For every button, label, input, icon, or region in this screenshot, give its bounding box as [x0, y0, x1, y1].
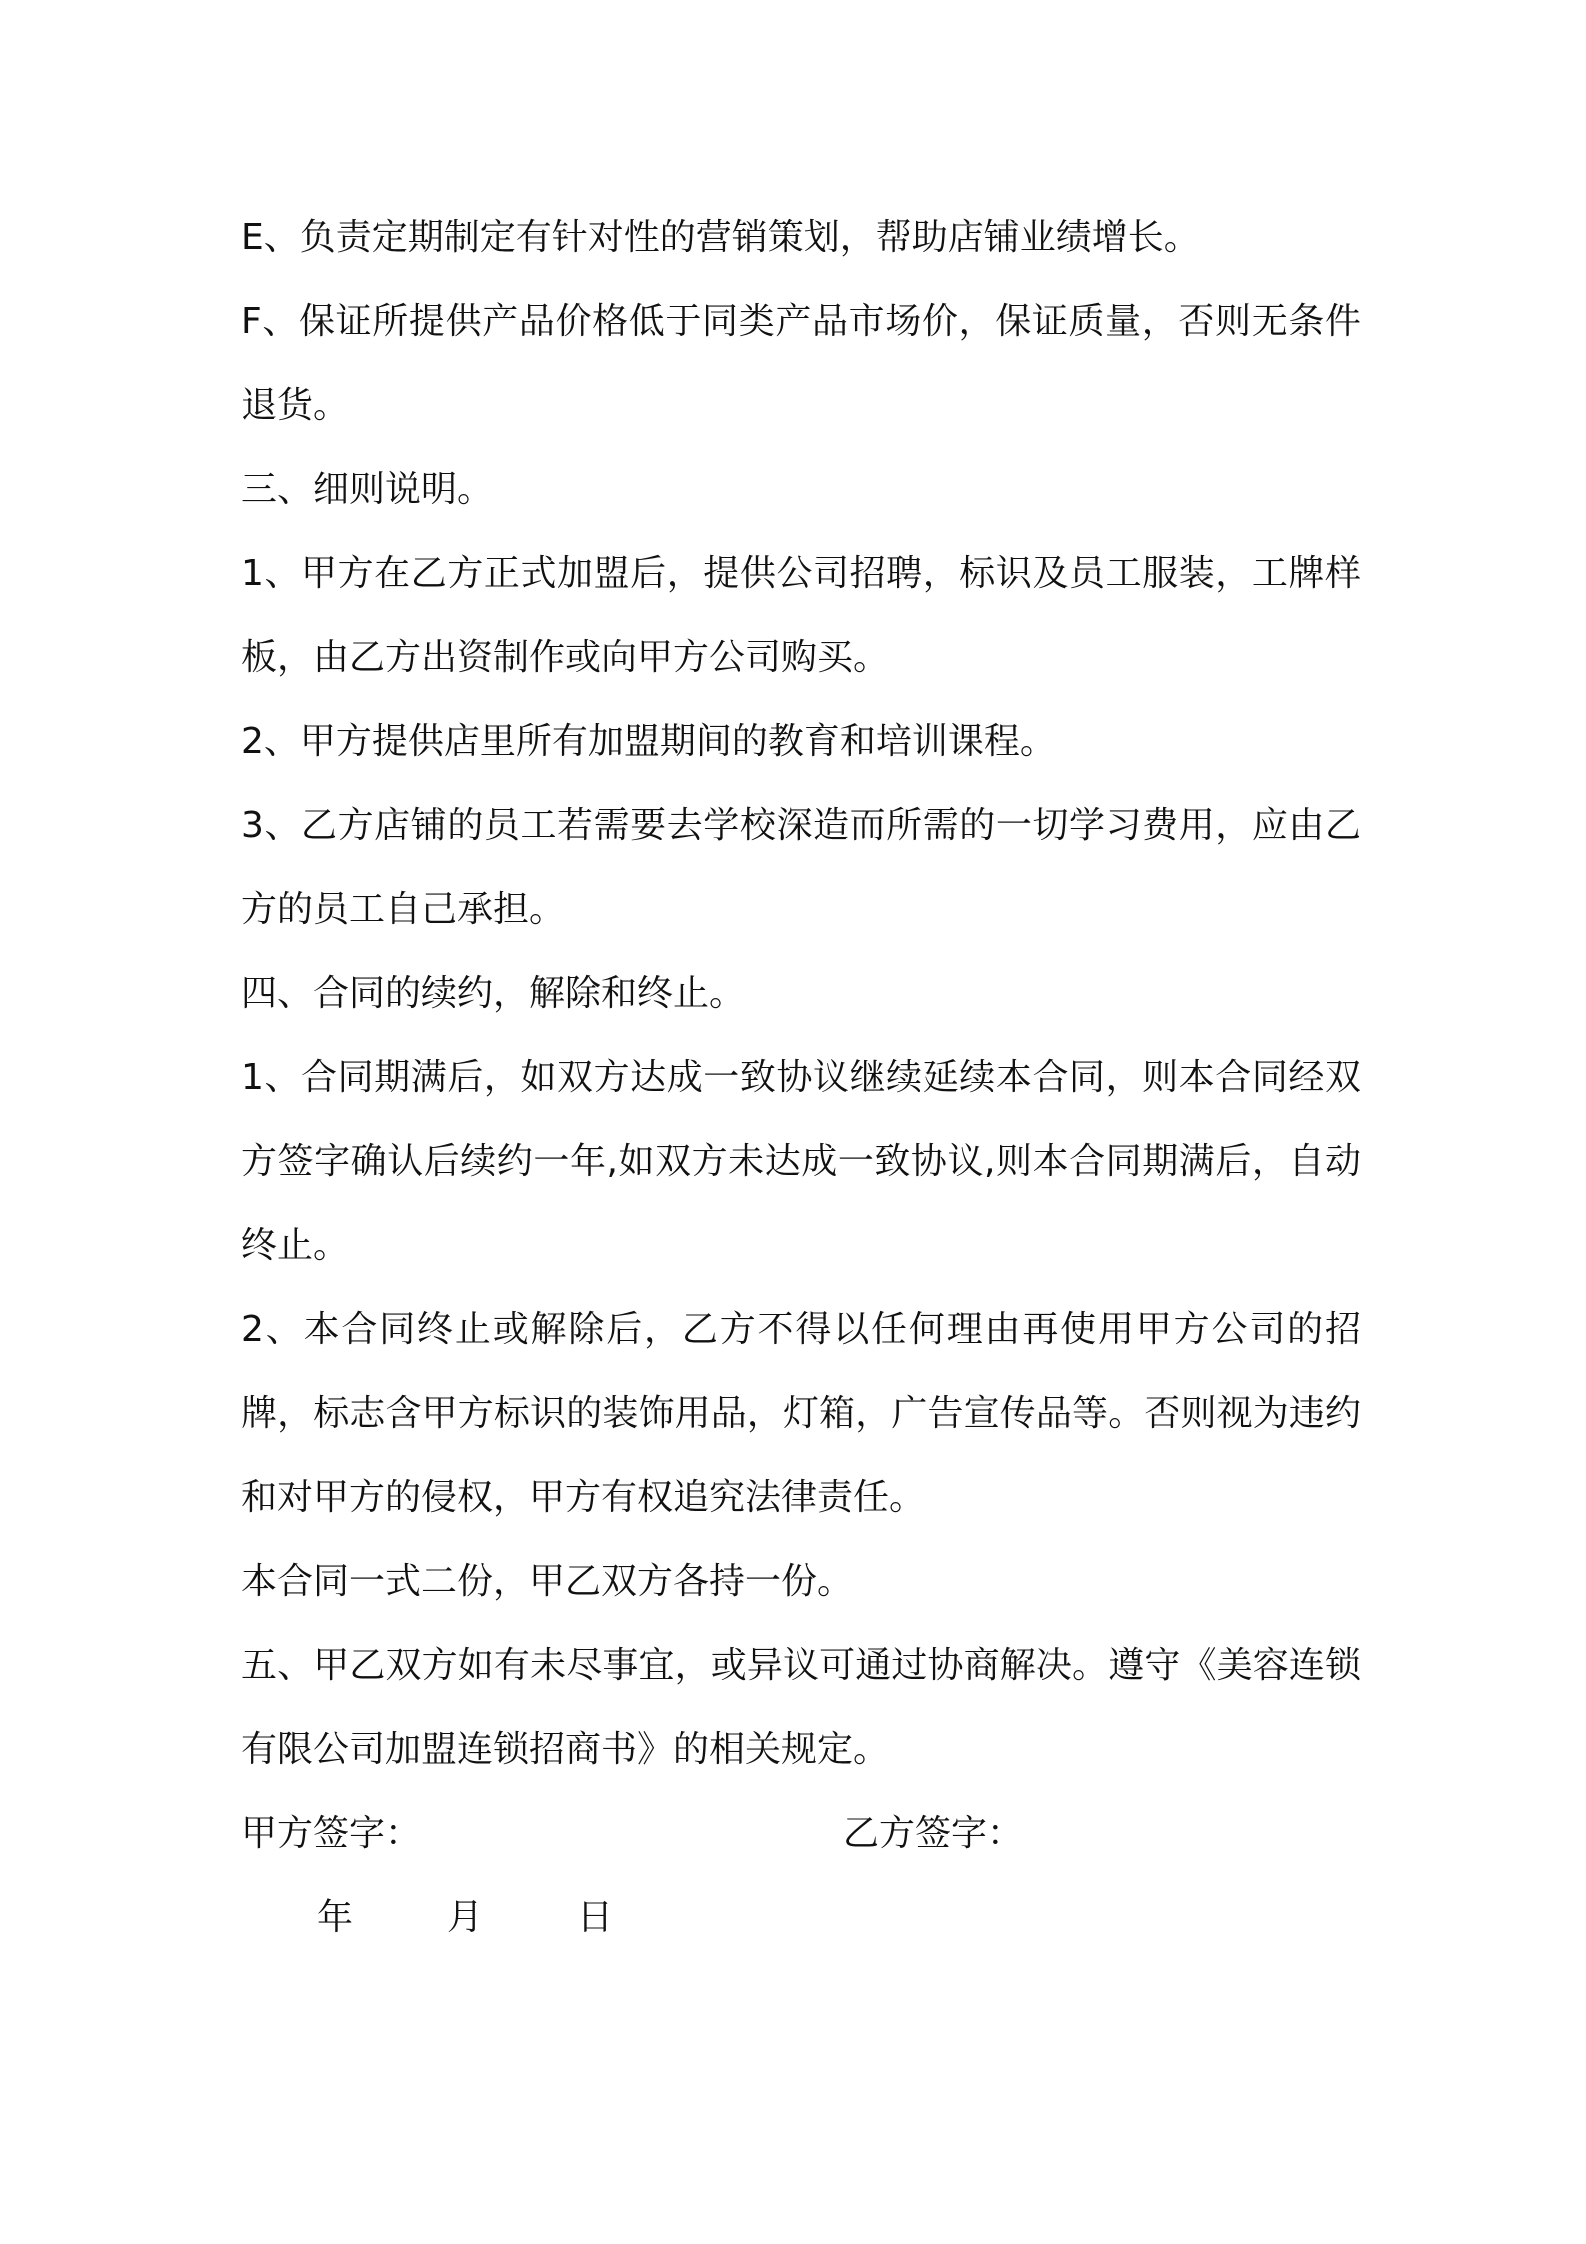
section-4-item-2: 2、本合同终止或解除后，乙方不得以任何理由再使用甲方公司的招牌，标志含甲方标识的装饰用品，灯箱，广告宣传品等。否则视为违约和对甲方的侵权，甲方有权追究法律责任。: [241, 1309, 1361, 1518]
section-3-item-3: 3、乙方店铺的员工若需要去学校深造而所需的一切学习费用，应由乙方的员工自己承担。: [241, 805, 1361, 930]
party-a-signature-label: 甲方签字：: [241, 1813, 422, 1854]
section-5: 五、甲乙双方如有未尽事宜，或异议可通过协商解决。遵守《美容连锁有限公司加盟连锁招商书》的相关规定。: [241, 1645, 1361, 1770]
section-3-item-1: 1、甲方在乙方正式加盟后，提供公司招聘，标识及员工服装，工牌样板，由乙方出资制作或向甲方公司购买。: [241, 553, 1361, 678]
date-row: [241, 1876, 1361, 1960]
date-day-label: 日: [577, 1897, 614, 1938]
signature-row: [241, 1792, 1361, 1876]
section-3-item-2: 2、甲方提供店里所有加盟期间的教育和培训课程。: [241, 721, 1056, 762]
document-body: [241, 196, 1361, 1960]
party-b-signature-label: 乙方签字：: [843, 1813, 1024, 1854]
copies-statement: 本合同一式二份，甲乙双方各持一份。: [241, 1561, 854, 1602]
section-3-heading: 三、细则说明。: [241, 469, 494, 510]
clause-e: E、负责定期制定有针对性的营销策划，帮助店铺业绩增长。: [241, 217, 1200, 258]
clause-f: F、保证所提供产品价格低于同类产品市场价，保证质量，否则无条件退货。: [241, 301, 1361, 426]
date-year-label: 年: [317, 1897, 354, 1938]
section-4-item-1: 1、合同期满后，如双方达成一致协议继续延续本合同，则本合同经双方签字确认后续约一年,如双方未达成一致协议,则本合同期满后，自动终止。: [241, 1057, 1361, 1266]
date-month-label: 月: [447, 1897, 484, 1938]
section-4-heading: 四、合同的续约，解除和终止。: [241, 973, 746, 1014]
